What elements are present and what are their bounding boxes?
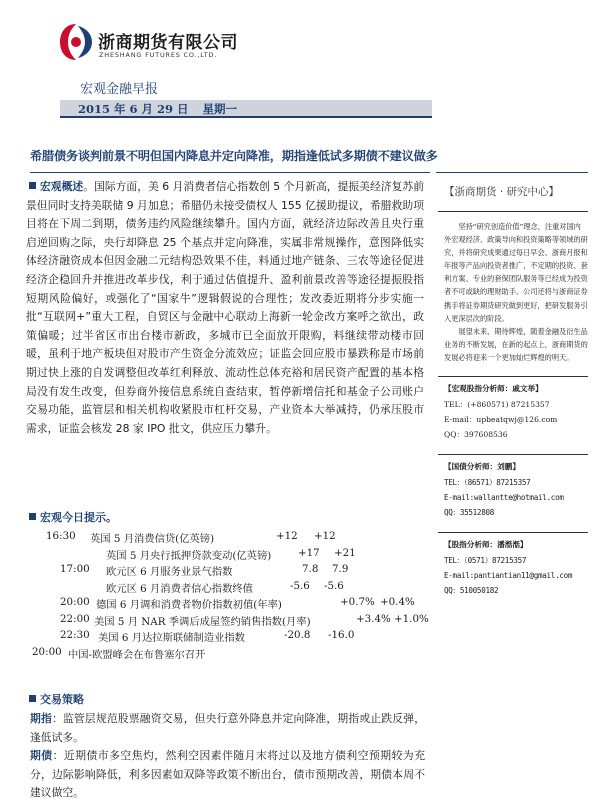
date-value: 2015 年 6 月 29 日 [78, 102, 189, 116]
analyst-qq: QQ：397608536 [444, 430, 508, 440]
company-logo-icon [58, 22, 94, 62]
strategy-title: 交易策略 [26, 691, 84, 707]
analyst-card [438, 532, 588, 598]
calendar-prev: +3.4% [356, 612, 391, 625]
sidebar-intro [438, 220, 588, 364]
bond-strategy [30, 747, 425, 803]
analyst-name: 【国债分析师：刘鹏】 [444, 462, 520, 472]
analyst-email[interactable]: E-mail：upbeatqwj@126.com [444, 415, 558, 425]
calendar-exp: -5.6 [324, 579, 344, 592]
sidebar [438, 178, 588, 598]
sidebar-title-rule [438, 211, 588, 212]
sidebar-title: 【浙商期货 · 研究中心】 [444, 186, 560, 198]
calendar-event: 美国 6 月达拉斯联储制造业指数 [98, 632, 245, 644]
macro-overview-section [26, 178, 424, 438]
calendar-exp: -16.0 [328, 629, 355, 641]
calendar-event: 美国 5 月 NAR 季调后成屋签约销售指数(月率) [94, 615, 311, 628]
calendar-row [22, 613, 432, 630]
analyst-email[interactable]: E-mail:pantiantian11@gmail.com [444, 571, 573, 581]
calendar-title-suffix: 。 [106, 511, 117, 524]
analyst-name: 【宏观股指分析师：戚文举】 [444, 384, 543, 394]
calendar-exp: +21 [334, 546, 356, 559]
macro-overview-heading: 宏观概述 [26, 180, 83, 193]
calendar-row [22, 580, 432, 597]
strategy-section [30, 710, 425, 803]
calendar-row [22, 563, 432, 580]
calendar-exp: +0.4% [380, 596, 415, 608]
calendar-event: 欧元区 6 月服务业景气指数 [106, 566, 233, 578]
calendar-prev: +12 [276, 530, 298, 542]
calendar-row [22, 596, 432, 613]
sidebar-intro-1: 坚持“研究创造价值”理念，注重对国内外宏观经济、政策导向和投资策略等领域的研究，并将研究成果通过每日早会、浙商月报和年报等产品向投资者推广，不定期的投资、套利方案、专业的套保团队服务等已经成为投资者不可或缺的理财助手。公司还将与浙商证券携手将证券期货研究做到更好，把研发服务引入更深层次的阶段。 [444, 222, 588, 323]
analyst-tel: TEL：（86571）87215357 [444, 478, 531, 488]
calendar-time: 17:00 [60, 563, 90, 575]
calendar-exp: +12 [314, 530, 336, 542]
calendar-heading [26, 509, 117, 525]
analyst-name: 【股指分析师：潘湉湉】 [444, 540, 528, 550]
calendar-prev: -5.6 [290, 579, 310, 592]
calendar-time: 20:00 [32, 645, 62, 658]
calendar-prev: +0.7% [340, 596, 375, 608]
macro-overview-paragraph [26, 178, 424, 438]
calendar-row [22, 646, 432, 663]
calendar-time: 20:00 [60, 596, 90, 608]
calendar-event: 欧元区 6 月消费者信心指数终值 [106, 582, 253, 595]
company-logo [58, 22, 298, 68]
headline-divider [30, 172, 430, 173]
calendar-prev: +17 [298, 546, 320, 559]
bond-text: ：近期债市多空焦灼，然利空因素伴随月末将过以及地方债利空预期较为充分，边际影响降低，利多因素如双降等政策不断出台，债市预期改善，期债本周不建议做空。 [30, 749, 426, 800]
date-bar [60, 100, 432, 118]
strategy-heading [26, 691, 84, 707]
calendar-row [22, 547, 432, 564]
index-label: 期指 [30, 712, 52, 725]
report-date [78, 101, 237, 117]
company-name-en: ZHESHANG FUTURES CO.,LTD. [99, 51, 218, 59]
analyst-card [438, 376, 588, 442]
calendar-event: 中国-欧盟峰会在布鲁塞尔召开 [68, 648, 206, 661]
analyst-card [438, 454, 588, 520]
headline: 希腊债务谈判前景不明但国内降息并定向降准，期指逢低试多期债不建议做多 [30, 149, 438, 163]
calendar-event: 英国 5 月消费信贷(亿英镑) [90, 533, 215, 545]
analyst-qq: QQ：510050182 [444, 586, 499, 596]
sidebar-intro-2: 展望未来、期待辉煌，随着金融及衍生品业务的不断发展，在新的起点上，浙商期货的发展必将迎来一个更加灿烂辉煌的明天。 [444, 326, 588, 362]
calendar-time: 22:30 [60, 629, 90, 641]
calendar-row [22, 629, 432, 646]
calendar-prev: 7.8 [302, 563, 319, 575]
bond-label: 期债 [30, 749, 53, 763]
analyst-tel: TEL：（0571）87215357 [444, 556, 527, 566]
calendar-exp: +1.0% [394, 612, 429, 625]
report-type: 宏观金融早报 [80, 82, 159, 97]
analyst-tel: TEL：(+860571) 87215357 [444, 400, 550, 410]
economic-calendar [22, 530, 432, 662]
index-strategy [30, 710, 425, 747]
calendar-event: 德国 6 月调和消费者物价指数初值(年率) [96, 599, 282, 611]
analyst-email[interactable]: E-mail:wallantte@hotmail.com [444, 493, 564, 503]
company-name-cn: 浙商期货有限公司 [98, 33, 238, 53]
calendar-title: 宏观今日提示 [40, 511, 106, 524]
calendar-event: 英国 5 月央行抵押贷款变动(亿英镑) [106, 549, 272, 562]
calendar-row [22, 530, 432, 547]
calendar-time: 16:30 [46, 530, 76, 542]
index-text: ：监管层规范股票融资交易，但央行意外降息并定向降准，期指或止跌反弹，逢低试多。 [30, 712, 426, 744]
calendar-prev: -20.8 [284, 629, 311, 641]
calendar-exp: 7.9 [332, 563, 349, 575]
calendar-time: 22:00 [60, 612, 90, 625]
analyst-qq: QQ：35512808 [444, 508, 495, 518]
sidebar-divider [436, 172, 588, 173]
weekday: 星期一 [202, 102, 238, 116]
macro-overview-body: 。国际方面，美 6 月消费者信心指数创 5 个月新高，提振美经济复苏前景但同时支持美联储 9 月加息；希腊仍未接受债权人 155 亿援助提议，希腊救助项目将在下周二到期，债务违约风险继续攀升。国内方面，就经济边际改善且央行重启逆回购之际，央行却降息 25 个基点并定向降准，实属非常规操作，意图降低实体经济融资成本但因金融二元结构恐效果不佳，料通过地产链条、三农等途径促进经济企稳回升并推进改革步伐，利于通过估值提升、盈利前景改善等途径提振股指短期风险偏好，或强化了“国家牛”逻辑假说的合理性；发改委近期将分步实施一批“互联网+”重大工程，自贸区与金融中心联动上海新一轮金改方案呼之欲出，政策偏暖；过半省区市出台楼市新政，多城市已全面放开限购，料继续带动楼市回暖，虽利于地产板块但对股市产生资金分流效应；证监会回应股市暴跌称是市场前期过快上涨的自发调整但改革红利释放、流动性总体充裕和居民资产配置的基本格局没有发生改变，但券商外接信息系统自查结束，暂停新增信托和基金子公司账户交易功能，监管层和相关机构收紧股市杠杆交易，产业资本大举减持，仍承压股市需求，证监会核发 28 家 IPO 批文，供应压力攀升。 [26, 180, 425, 435]
